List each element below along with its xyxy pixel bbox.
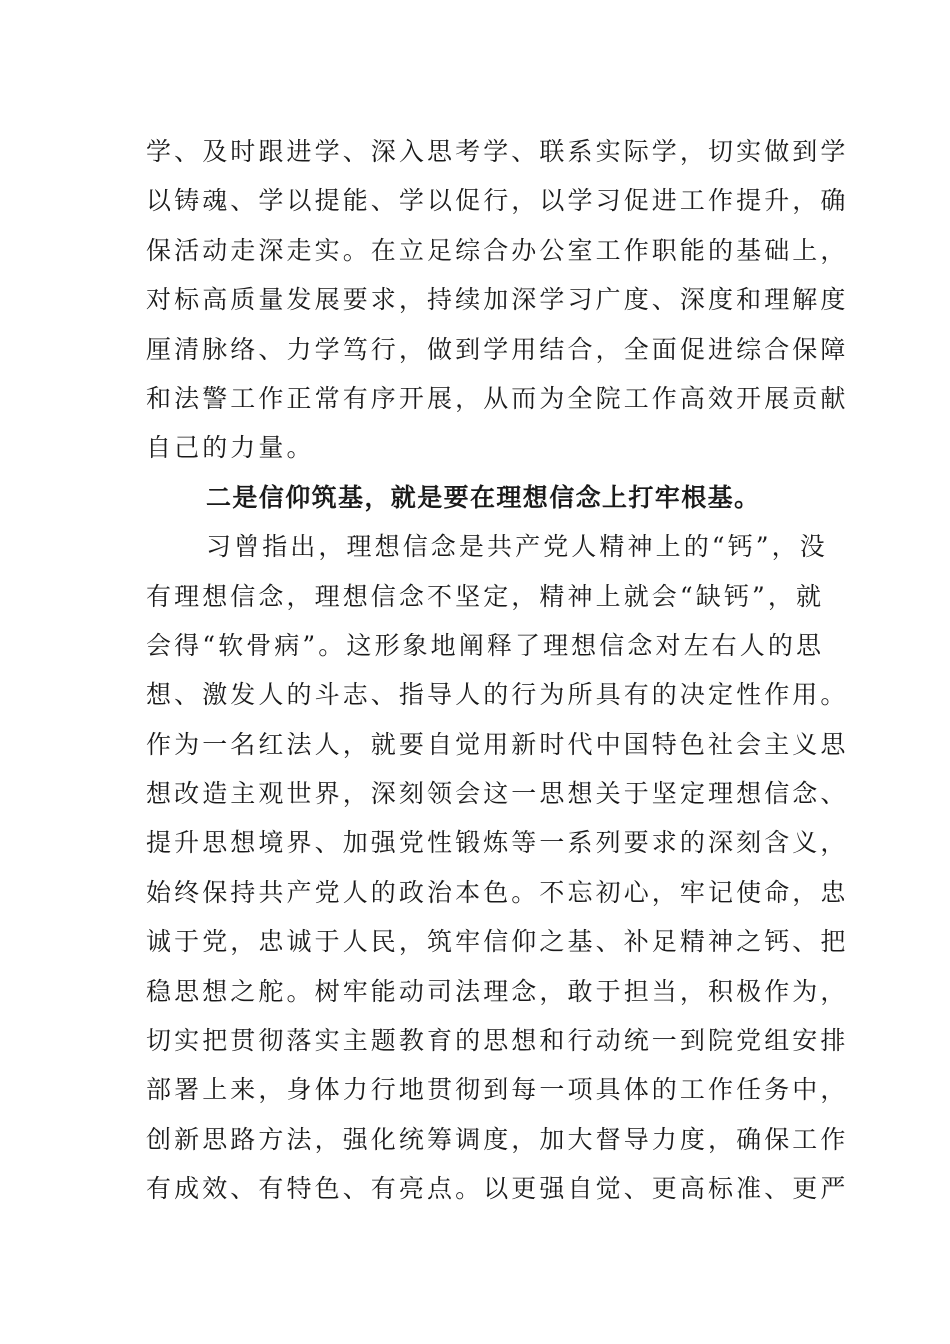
body-line: 对标高质量发展要求，持续加深学习广度、深度和理解度 xyxy=(146,285,849,315)
body-line: 和法警工作正常有序开展，从而为全院工作高效开展贡献 xyxy=(146,383,849,413)
section-heading: 二是信仰筑基，就是要在理想信念上打牢根基。 xyxy=(206,482,761,512)
body-line: 想改造主观世界，深刻领会这一思想关于坚定理想信念、 xyxy=(146,779,849,809)
body-line: 诚于党，忠诚于人民，筑牢信仰之基、补足精神之钙、把 xyxy=(146,927,849,957)
body-line: 提升思想境界、加强党性锻炼等一系列要求的深刻含义， xyxy=(146,828,849,858)
document-body xyxy=(146,127,849,1214)
body-line: 会得“软骨病”。这形象地阐释了理想信念对左右人的思 xyxy=(146,630,825,660)
body-line: 有理想信念，理想信念不坚定，精神上就会“缺钙”，就 xyxy=(146,581,825,611)
body-line: 切实把贯彻落实主题教育的思想和行动统一到院党组安排 xyxy=(146,1026,849,1056)
body-line: 稳思想之舵。树牢能动司法理念，敢于担当，积极作为， xyxy=(146,976,849,1006)
body-line: 部署上来，身体力行地贯彻到每一项具体的工作任务中， xyxy=(146,1075,849,1105)
body-line: 自己的力量。 xyxy=(146,433,315,463)
body-line: 学、及时跟进学、深入思考学、联系实际学，切实做到学 xyxy=(146,137,849,166)
body-line: 保活动走深走实。在立足综合办公室工作职能的基础上， xyxy=(146,235,849,265)
body-line: 创新思路方法，强化统筹调度，加大督导力度，确保工作 xyxy=(146,1124,849,1154)
paragraph-first-line: 习曾指出，理想信念是共产党人精神上的“钙”，没 xyxy=(206,532,828,562)
body-line: 想、激发人的斗志、指导人的行为所具有的决定性作用。 xyxy=(146,680,849,710)
body-line: 有成效、有特色、有亮点。以更强自觉、更高标准、更严 xyxy=(146,1174,849,1204)
body-line: 以铸魂、学以提能、学以促行，以学习促进工作提升，确 xyxy=(146,186,849,216)
body-line: 作为一名红法人，就要自觉用新时代中国特色社会主义思 xyxy=(146,729,849,759)
body-line: 厘清脉络、力学笃行，做到学用结合，全面促进综合保障 xyxy=(146,334,849,364)
body-line: 始终保持共产党人的政治本色。不忘初心，牢记使命，忠 xyxy=(146,877,849,907)
